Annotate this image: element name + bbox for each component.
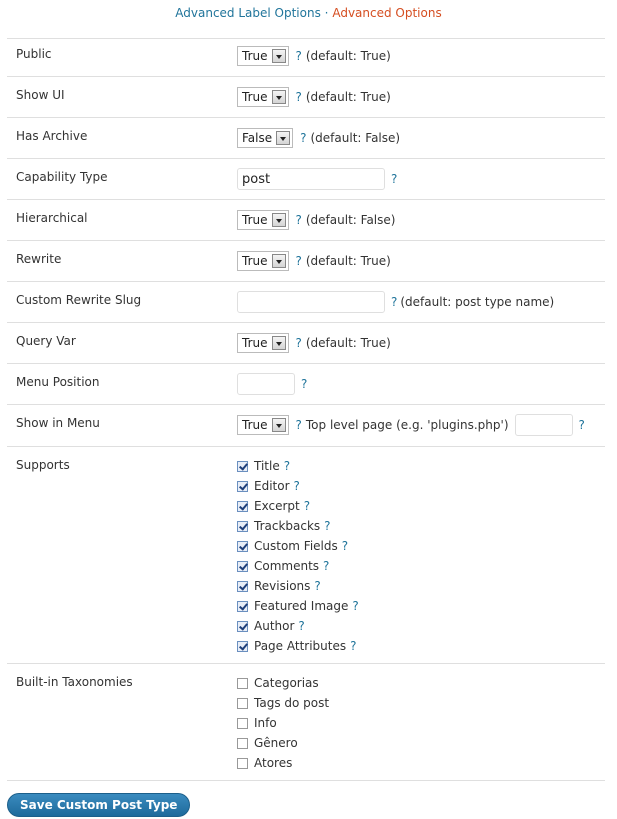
taxonomy-item[interactable] [237, 735, 298, 751]
checkbox-label: Comments [254, 559, 320, 573]
show-ui-select[interactable] [237, 87, 289, 107]
has-archive-default-note: (default: False) [310, 131, 401, 145]
help-icon[interactable]: ? [300, 131, 307, 145]
checkbox-label: Excerpt [254, 499, 300, 513]
chevron-down-icon [272, 49, 286, 63]
checkbox-label: Page Attributes [254, 639, 347, 653]
help-icon[interactable]: ? [391, 295, 398, 309]
row-divider [7, 240, 605, 241]
supports-item-revisions[interactable] [237, 578, 321, 594]
query-var-control [237, 332, 391, 354]
help-icon[interactable]: ? [295, 336, 302, 350]
has-archive-select-value: False [242, 131, 273, 145]
show-in-menu-select[interactable] [237, 415, 289, 435]
supports-item-author[interactable] [237, 618, 305, 634]
checkbox-label: Atores [254, 756, 293, 770]
public-label: Public [16, 47, 52, 61]
help-icon[interactable]: ? [301, 377, 308, 391]
public-select[interactable] [237, 46, 289, 66]
checkbox-label: Title [254, 459, 280, 473]
supports-item-page-attributes[interactable] [237, 638, 356, 654]
help-icon[interactable]: ? [352, 599, 359, 613]
rewrite-select[interactable] [237, 251, 289, 271]
help-icon[interactable]: ? [295, 418, 302, 432]
supports-item-editor[interactable] [237, 478, 300, 494]
chevron-down-icon [272, 254, 286, 268]
show-in-menu-note: Top level page (e.g. 'plugins.php') [305, 418, 509, 432]
row-divider [7, 363, 605, 364]
row-divider [7, 446, 605, 447]
custom-rewrite-slug-control [237, 291, 554, 313]
checkbox[interactable] [237, 581, 248, 592]
capability-type-input[interactable] [237, 168, 385, 190]
checkbox[interactable] [237, 521, 248, 532]
show-ui-control [237, 86, 391, 108]
checkbox-label: Trackbacks [254, 519, 321, 533]
help-icon[interactable]: ? [293, 479, 300, 493]
rewrite-control [237, 250, 391, 272]
has-archive-label: Has Archive [16, 129, 88, 143]
show-ui-label: Show UI [16, 88, 65, 102]
help-icon[interactable]: ? [283, 459, 291, 473]
row-divider [7, 117, 605, 118]
checkbox-label: Gênero [254, 736, 298, 750]
help-icon[interactable]: ? [295, 213, 302, 227]
checkbox[interactable] [237, 561, 248, 572]
show-in-menu-label: Show in Menu [16, 416, 100, 430]
row-divider [7, 663, 605, 664]
checkbox[interactable] [237, 501, 248, 512]
chevron-down-icon [276, 131, 290, 145]
checkbox-label: Editor [254, 479, 290, 493]
row-divider [7, 158, 605, 159]
query-var-select[interactable] [237, 333, 289, 353]
checkbox-label: Featured Image [254, 599, 349, 613]
link-separator: · [324, 6, 329, 20]
row-divider [7, 38, 605, 39]
custom-rewrite-slug-label: Custom Rewrite Slug [16, 293, 142, 307]
supports-label: Supports [16, 458, 70, 472]
help-icon[interactable]: ? [324, 519, 331, 533]
checkbox[interactable] [237, 601, 248, 612]
menu-position-label: Menu Position [16, 375, 100, 389]
help-icon[interactable]: ? [391, 172, 398, 186]
chevron-down-icon [272, 90, 286, 104]
show-in-menu-select-value: True [242, 418, 268, 432]
chevron-down-icon [272, 418, 286, 432]
capability-type-control [237, 168, 397, 190]
checkbox[interactable] [237, 461, 248, 472]
menu-position-control [237, 373, 307, 395]
options-tabs [0, 6, 617, 20]
query-var-label: Query Var [16, 334, 76, 348]
chevron-down-icon [272, 336, 286, 350]
help-icon[interactable]: ? [350, 639, 357, 653]
checkbox[interactable] [237, 758, 248, 769]
row-divider [7, 780, 605, 781]
checkbox[interactable] [237, 698, 248, 709]
checkbox-label: Custom Fields [254, 539, 338, 553]
checkbox[interactable] [237, 678, 248, 689]
has-archive-select[interactable] [237, 128, 293, 148]
top-level-page-input[interactable] [515, 414, 573, 436]
show-ui-select-value: True [242, 90, 268, 104]
hierarchical-default-note: (default: False) [305, 213, 396, 227]
checkbox-label: Categorias [254, 676, 319, 690]
checkbox[interactable] [237, 621, 248, 632]
public-control [237, 45, 391, 67]
help-icon[interactable]: ? [323, 559, 330, 573]
rewrite-label: Rewrite [16, 252, 62, 266]
help-icon[interactable]: ? [314, 579, 321, 593]
chevron-down-icon [272, 213, 286, 227]
show-ui-default-note: (default: True) [305, 90, 391, 104]
taxonomy-item[interactable] [237, 675, 319, 691]
row-divider [7, 322, 605, 323]
supports-item-featured-image[interactable] [237, 598, 359, 614]
help-icon[interactable]: ? [341, 539, 349, 553]
query-var-default-note: (default: True) [305, 336, 391, 350]
rewrite-default-note: (default: True) [305, 254, 391, 268]
save-custom-post-type-button[interactable]: Save Custom Post Type [7, 793, 190, 817]
taxonomy-item[interactable] [237, 755, 292, 771]
checkbox[interactable] [237, 738, 248, 749]
checkbox-label: Info [254, 716, 277, 730]
public-default-note: (default: True) [305, 49, 391, 63]
help-icon[interactable]: ? [298, 619, 305, 633]
supports-item-excerpt[interactable] [237, 498, 310, 514]
supports-item-comments[interactable] [237, 558, 329, 574]
help-icon[interactable]: ? [295, 49, 302, 63]
checkbox-label: Tags do post [254, 696, 330, 710]
advanced-label-options-link[interactable]: Advanced Label Options [175, 6, 321, 20]
row-divider [7, 281, 605, 282]
supports-item-custom-fields[interactable] [237, 538, 348, 554]
checkbox[interactable] [237, 481, 248, 492]
hierarchical-control [237, 209, 395, 231]
taxonomy-item[interactable] [237, 715, 277, 731]
hierarchical-select-value: True [242, 213, 268, 227]
checkbox-label: Author [254, 619, 295, 633]
menu-position-input[interactable] [237, 373, 295, 395]
show-in-menu-control [237, 414, 585, 436]
hierarchical-select[interactable] [237, 210, 289, 230]
taxonomy-item[interactable] [237, 695, 329, 711]
checkbox-label: Revisions [254, 579, 311, 593]
help-icon[interactable]: ? [295, 254, 302, 268]
checkbox[interactable] [237, 541, 248, 552]
query-var-select-value: True [242, 336, 268, 350]
custom-rewrite-slug-default-note: (default: post type name) [400, 295, 555, 309]
checkbox[interactable] [237, 718, 248, 729]
custom-rewrite-slug-input[interactable] [237, 291, 385, 313]
supports-item-trackbacks[interactable] [237, 518, 331, 534]
hierarchical-label: Hierarchical [16, 211, 88, 225]
checkbox[interactable] [237, 641, 248, 652]
row-divider [7, 199, 605, 200]
help-icon[interactable]: ? [295, 90, 302, 104]
advanced-options-link[interactable]: Advanced Options [332, 6, 442, 20]
rewrite-select-value: True [242, 254, 268, 268]
supports-item-title[interactable] [237, 458, 290, 474]
taxonomies-label: Built-in Taxonomies [16, 675, 133, 689]
capability-type-label: Capability Type [16, 170, 108, 184]
has-archive-control [237, 127, 400, 149]
public-select-value: True [242, 49, 268, 63]
row-divider [7, 404, 605, 405]
help-icon[interactable]: ? [578, 418, 585, 432]
row-divider [7, 76, 605, 77]
help-icon[interactable]: ? [303, 499, 311, 513]
